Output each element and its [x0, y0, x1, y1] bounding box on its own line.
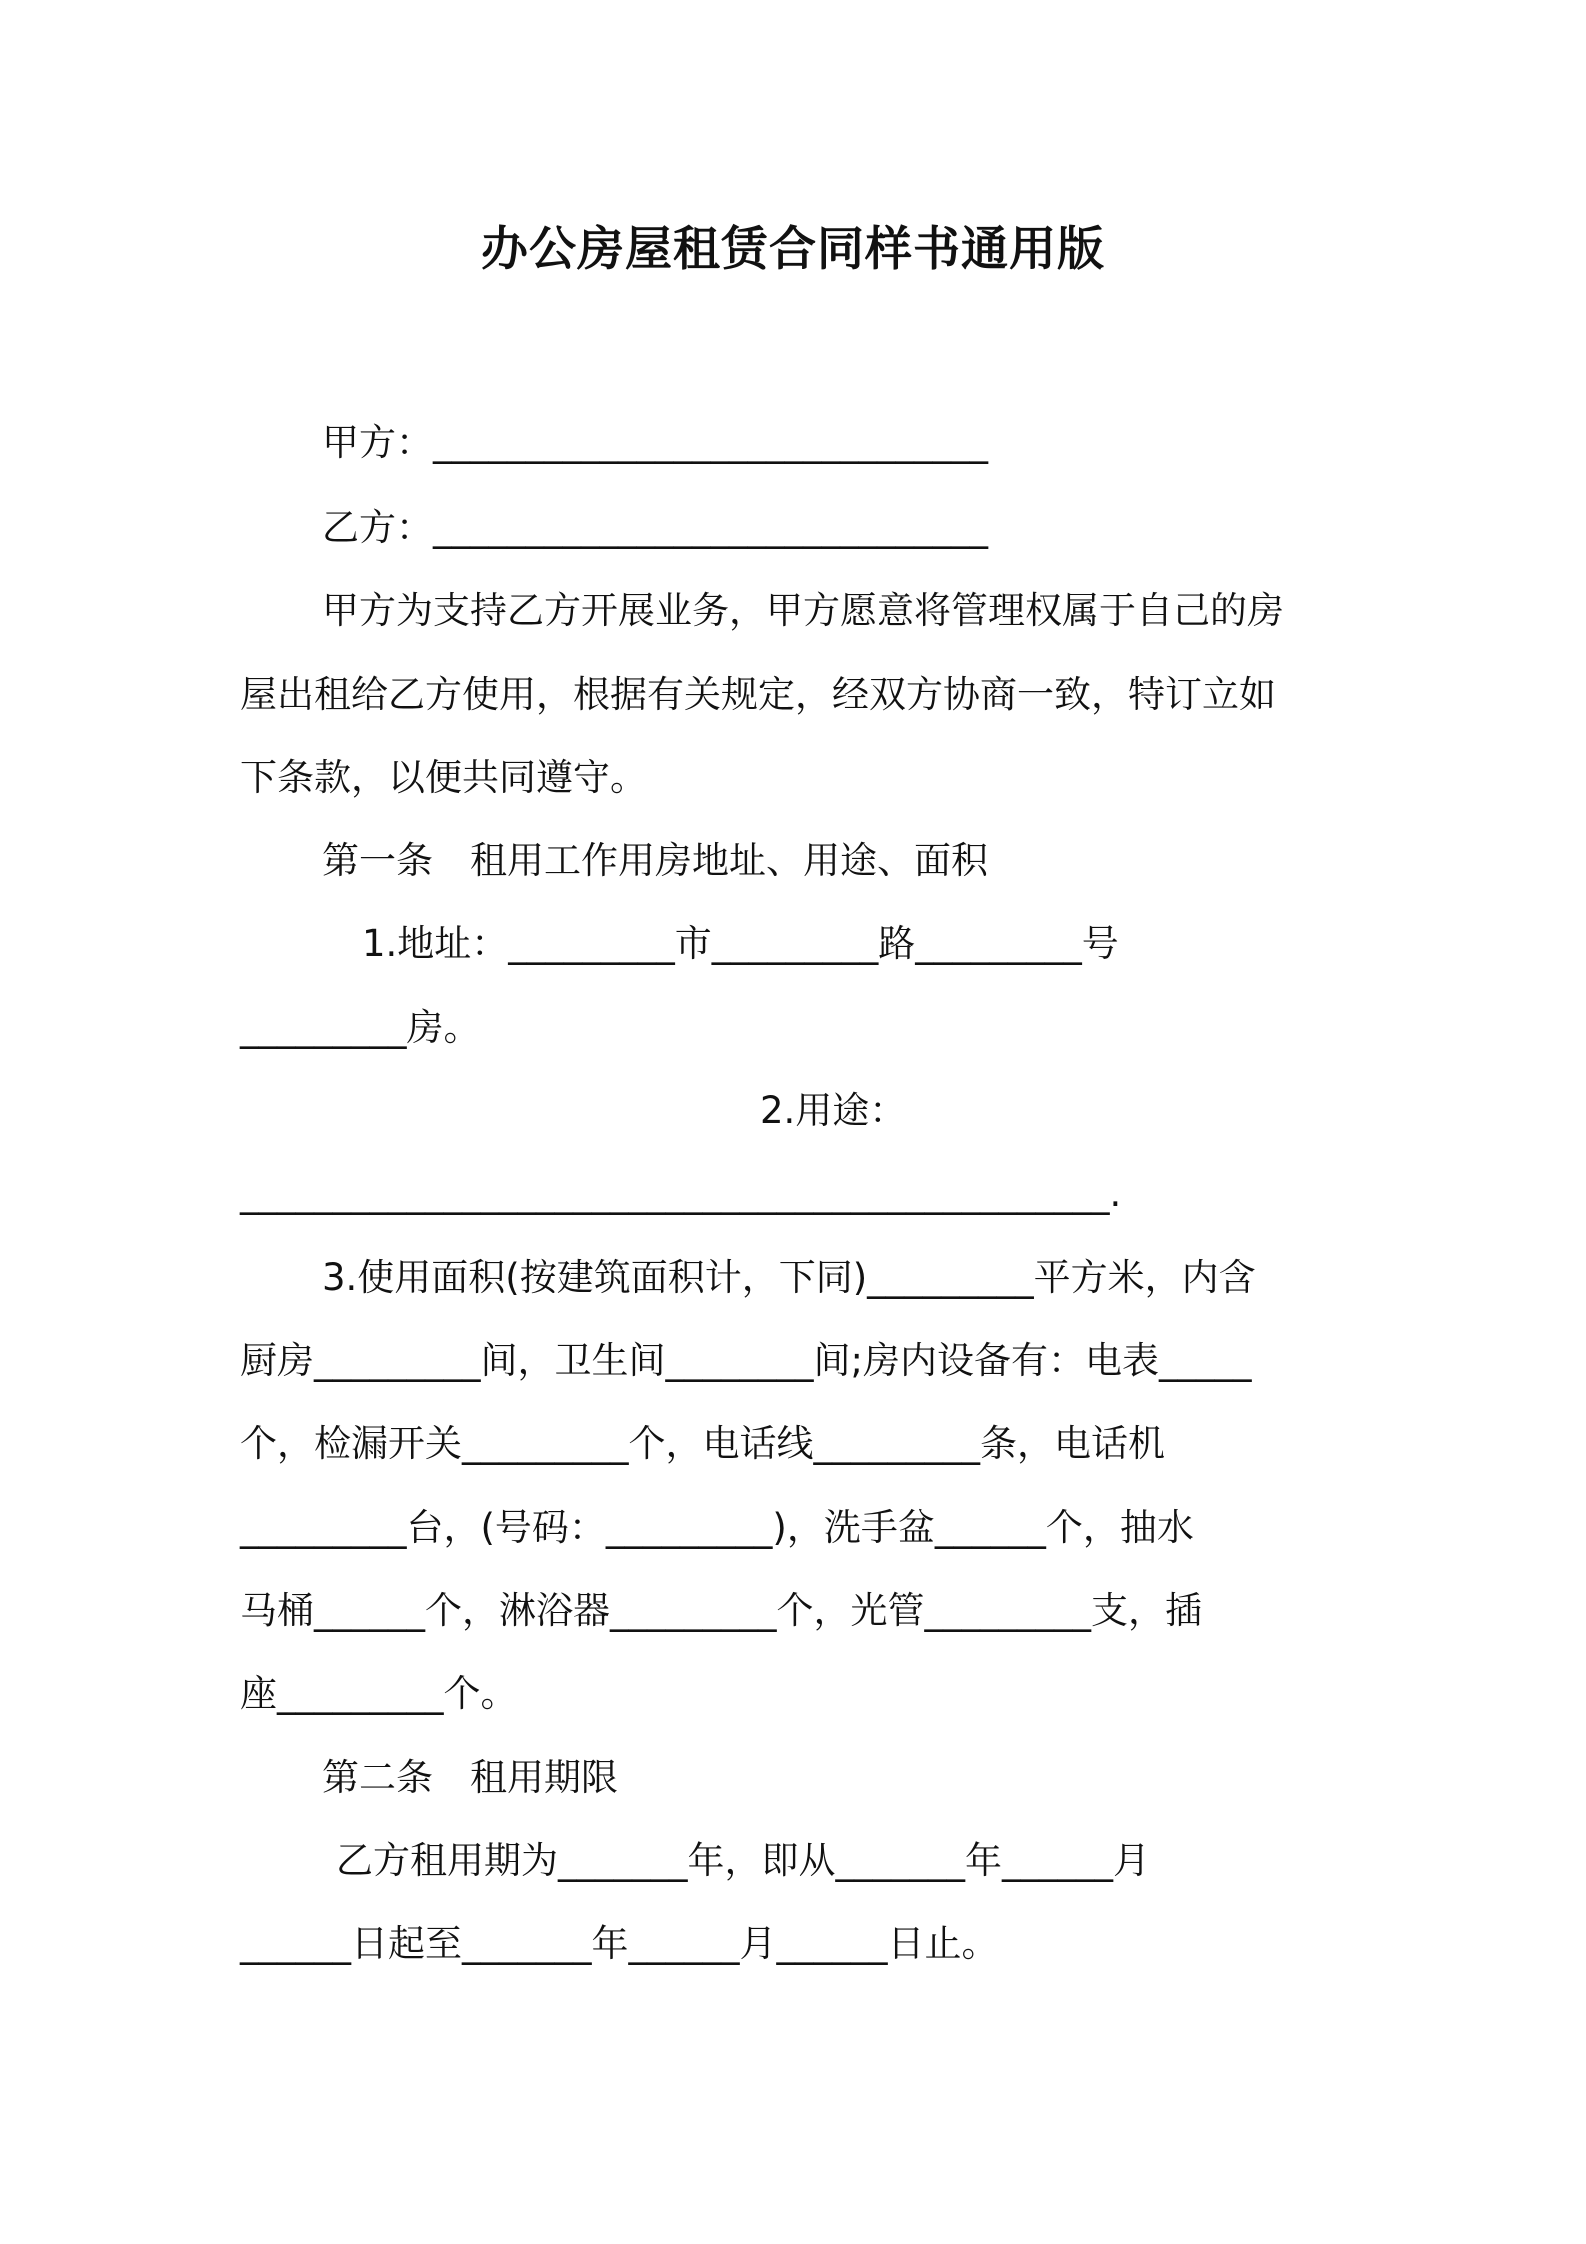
term-line-2: ______日起至_______年______月______日止。 — [240, 1922, 999, 1965]
preamble-line-3: 下条款，以便共同遵守。 — [240, 756, 647, 799]
area-line-5: 马桶______个，淋浴器_________个，光管_________支，插 — [240, 1589, 1202, 1632]
article-1-heading: 第一条 租用工作用房地址、用途、面积 — [322, 839, 988, 882]
address-line-cont: _________房。 — [240, 1006, 481, 1049]
preamble-text-2: 屋出租给乙方使用，根据有关规定，经双方协商一致，特订立如 — [240, 673, 1276, 716]
area-line-3: 个，检漏开关_________个，电话线_________条，电话机 — [240, 1422, 1165, 1465]
document-title: 办公房屋租赁合同样书通用版 — [481, 222, 1105, 277]
preamble-line-1 — [322, 583, 1352, 639]
area-line-4: _________台，(号码：_________)，洗手盆______个，抽水 — [240, 1506, 1194, 1549]
purpose-line — [760, 1083, 1352, 1139]
area-line-6: 座_________个。 — [240, 1672, 518, 1715]
preamble-line-2 — [240, 667, 1352, 723]
purpose-text: 2.用途： — [760, 1089, 907, 1132]
party-a-line: 甲方：______________________________ — [322, 421, 988, 464]
article-2-heading: 第二条 租用期限 — [322, 1756, 618, 1799]
area-line-1: 3.使用面积(按建筑面积计，下同)_________平方米，内含 — [322, 1256, 1256, 1299]
purpose-blank-line: _______________________________________________. — [240, 1172, 1122, 1215]
address-line — [362, 916, 1352, 972]
address-text: 1.地址：_________市_________路_________号 — [362, 922, 1119, 965]
party-b-line: 乙方：______________________________ — [322, 506, 988, 549]
term-line-1: 乙方租用期为_______年，即从_______年______月 — [336, 1839, 1150, 1882]
preamble-text-1: 甲方为支持乙方开展业务，甲方愿意将管理权属于自己的房 — [322, 589, 1284, 632]
area-line-2: 厨房_________间，卫生间________间;房内设备有：电表_____ — [240, 1339, 1252, 1382]
